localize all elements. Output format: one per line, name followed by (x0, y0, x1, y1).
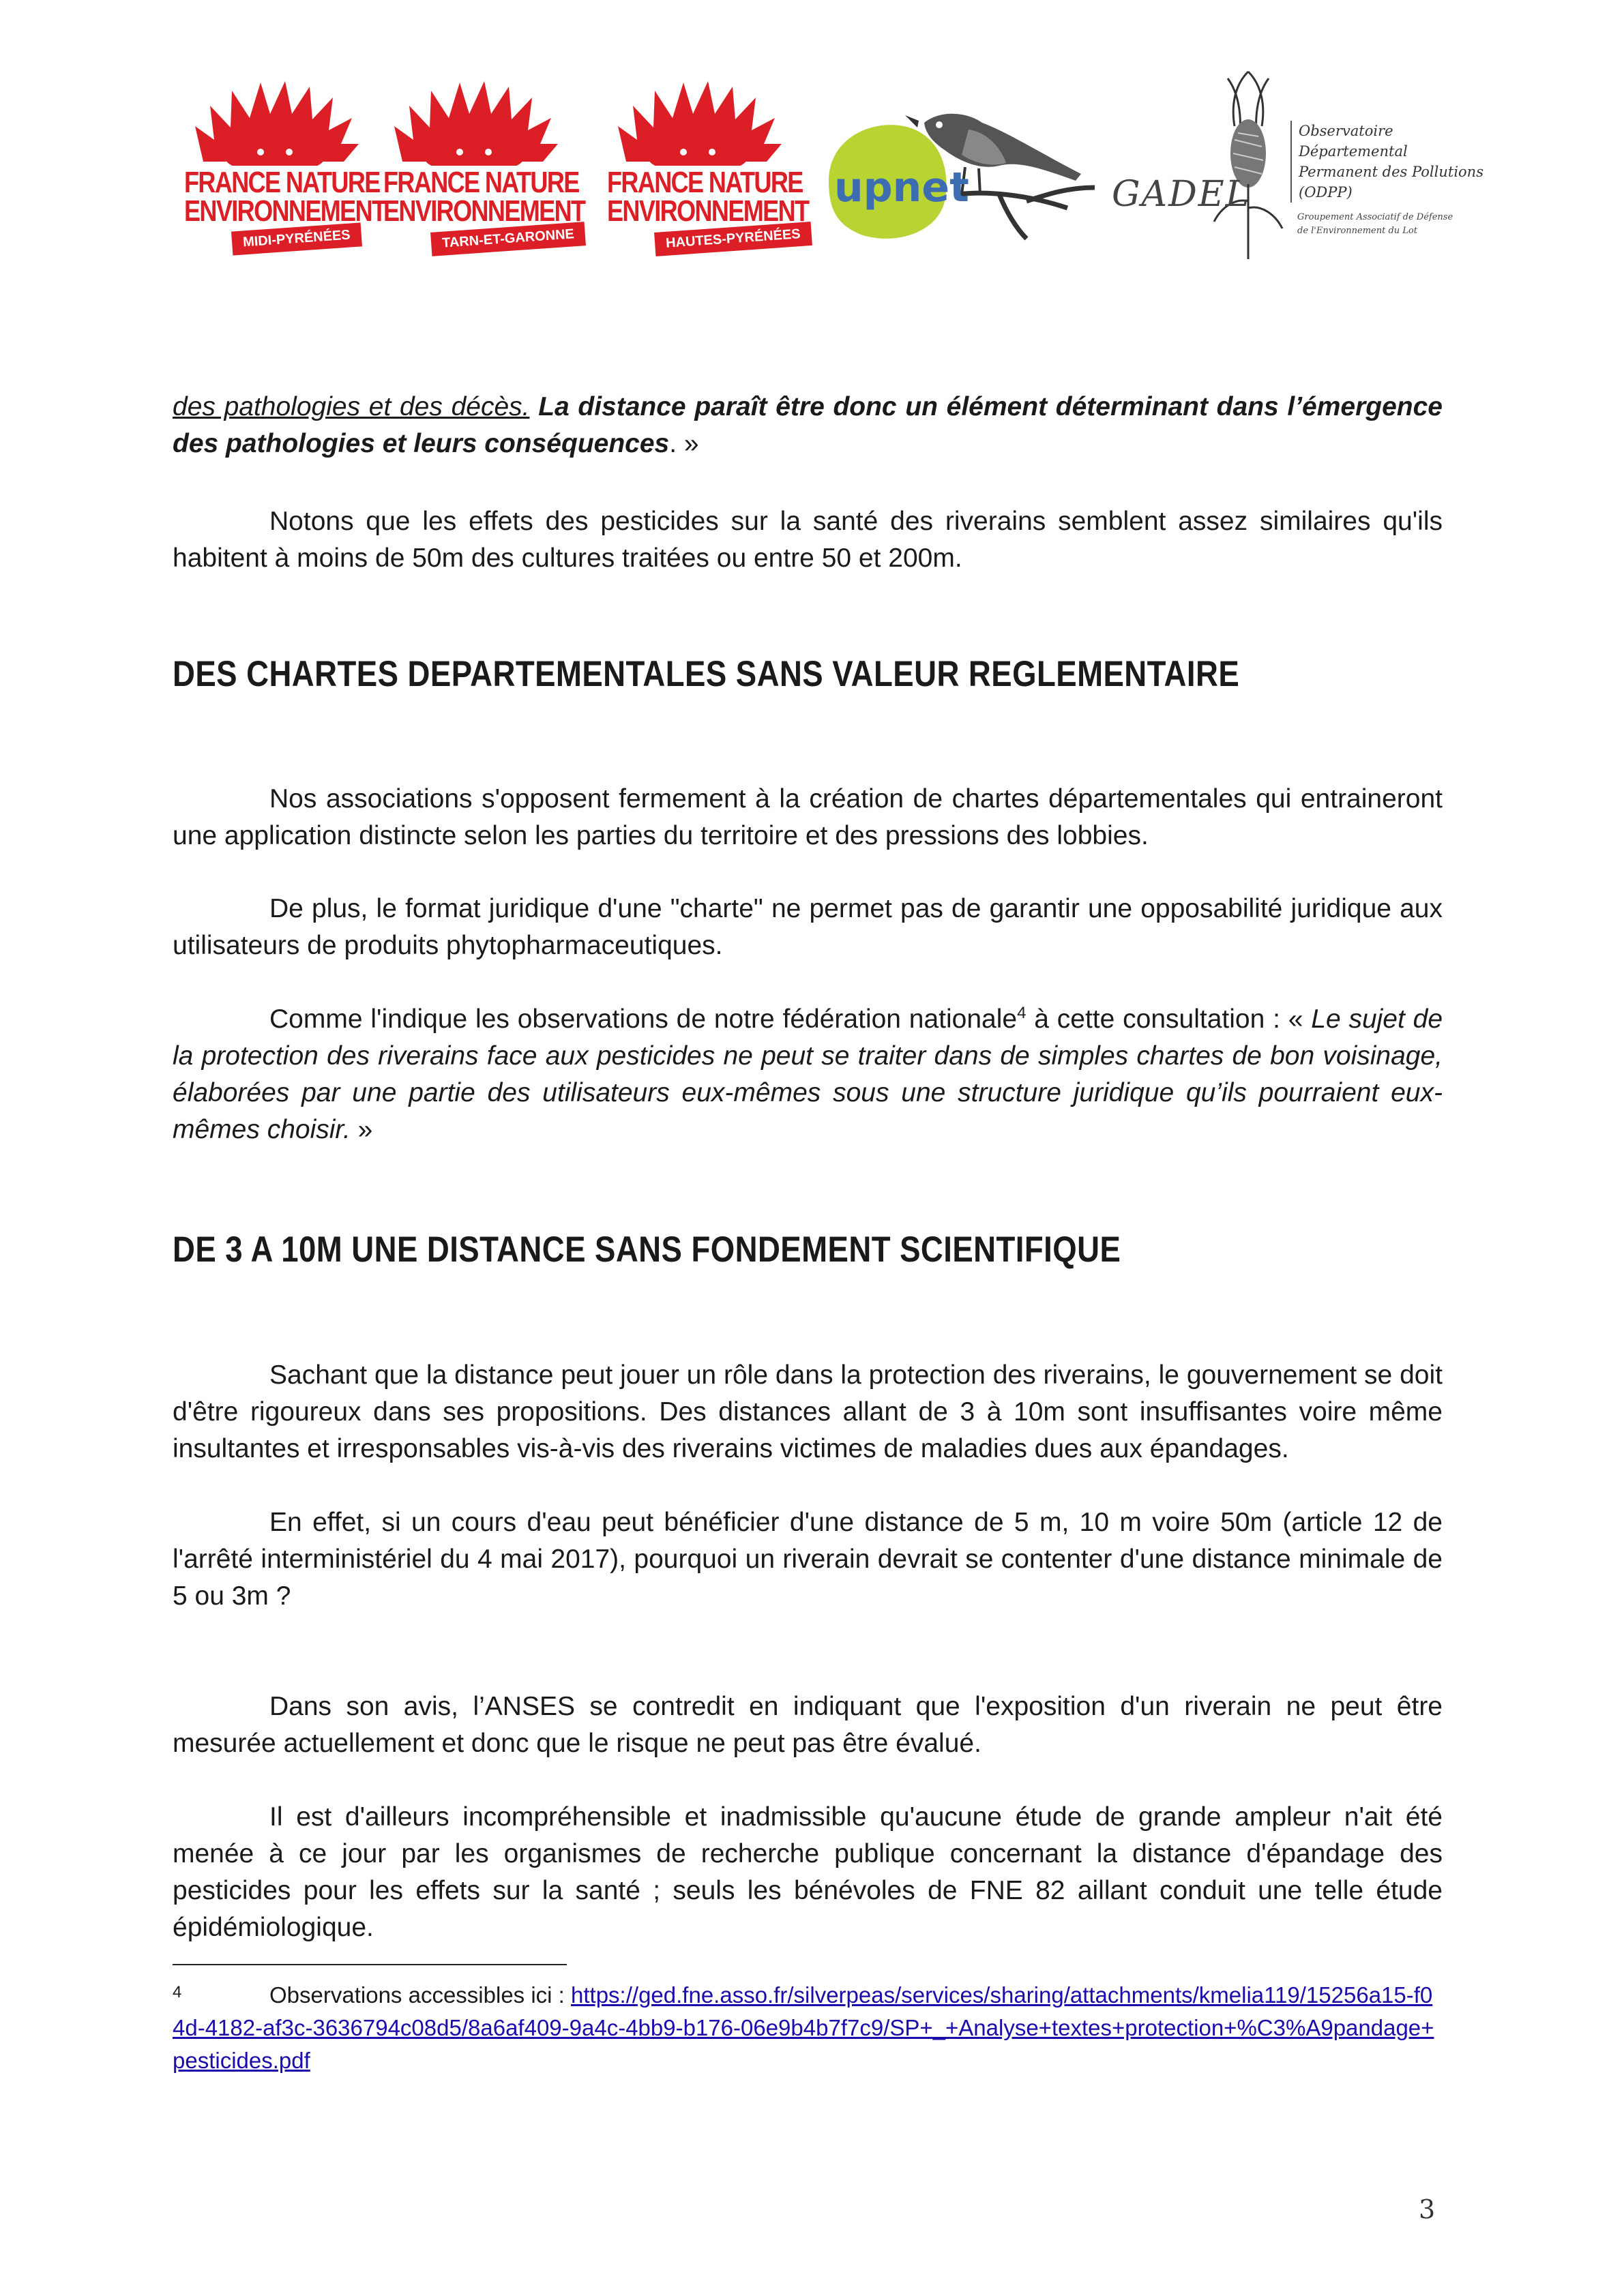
fne-ribbon: TARN-ET-GARONNE (430, 222, 586, 256)
odpp-line2: Permanent des Pollutions (ODPP) (1299, 164, 1483, 200)
paragraph-quote-end (173, 389, 1443, 462)
p5-end: » (350, 1115, 373, 1144)
hedgehog-icon (389, 78, 559, 166)
paragraph-format-juridique: De plus, le format juridique d'une "charte" ne permet pas de garantir une opposabilité juridique aux utilisateurs de produits phytopharmaceutiques. (173, 894, 1443, 960)
logo-banner (184, 65, 1501, 269)
paragraph-cours-eau: En effet, si un cours d'eau peut bénéficier d'une distance de 5 m, 10 m voire 50m (article 12 de l'arrêté interministériel du 4 mai 2017), pourquoi un riverain devrait se contenter d'une distance minimale de 5 ou 3m ? (173, 1508, 1443, 1611)
hedgehog-icon (612, 78, 783, 166)
fne-ribbon: MIDI-PYRÉNÉES (231, 222, 362, 255)
gadel-sub2: de l'Environnement du Lot (1297, 226, 1417, 236)
footnote-label: Observations accessibles ici : (269, 1982, 572, 2008)
paragraph-anses: Dans son avis, l’ANSES se contredit en indiquant que l'exposition d'un riverain ne peut être mesurée actuellement et donc que le risque ne peut pas être évalué. (173, 1692, 1443, 1758)
footnote (173, 1979, 1443, 2077)
odpp-line1: Observatoire Départemental (1299, 123, 1408, 160)
fne-tarn-et-garonne-logo (383, 78, 585, 251)
paragraph-etude: Il est d'ailleurs incompréhensible et inadmissible qu'aucune étude de grande ampleur n'ait été menée à ce jour par les organismes de recherche publique concernant la distance d'épandage des pesticides pour les effets sur la santé ; seuls les bénévoles de FNE 82 aillant conduit une telle étude épidémiologique. (173, 1802, 1443, 1942)
paragraph-federation-quote (173, 1001, 1443, 1148)
fne-hautes-pyrenees-logo (607, 78, 809, 251)
upnet-logo (822, 92, 1108, 249)
section-heading-distance: DE 3 A 10M UNE DISTANCE SANS FONDEMENT SCIENTIFIQUE (173, 1229, 1121, 1270)
fne-line2: ENVIRONNEMENT (607, 194, 809, 228)
paragraph-chartes-opposition: Nos associations s'opposent fermement à la création de chartes départementales qui entraineront une application distincte selon les parties du territoire et des pressions des lobbies. (173, 784, 1443, 850)
fne-line2: ENVIRONNEMENT (184, 194, 386, 228)
bold-italic-text: La distance paraît être donc un élément déterminant dans l’émergence des pathologies et leurs conséquences (173, 392, 1443, 458)
fne-ribbon: HAUTES-PYRÉNÉES (654, 222, 812, 256)
gadel-sub1: Groupement Associatif de Défense (1297, 212, 1453, 222)
quote-close: . » (669, 429, 699, 458)
hedgehog-icon (190, 78, 360, 166)
fne-line1: FRANCE NATURE (383, 166, 579, 199)
footnote-link[interactable]: https://ged.fne.asso.fr/silverpeas/services/sharing/attachments/kmelia119/15256a15-f04d-4182-af3c-3636794c08d5/8a6af409-9a4c-4bb9-b176-06e9b4b7f7c9/SP+_+Analyse+textes+protection+%C3%A9pandage+pesticides.pdf (173, 1982, 1434, 2073)
gadel-odpp-logo (1112, 65, 1501, 269)
footnote-number: 4 (173, 1983, 182, 2001)
paragraph-riverains: Notons que les effets des pesticides sur la santé des riverains semblent assez similaires qu'ils habitent à moins de 50m des cultures traitées ou entre 50 et 200m. (173, 507, 1443, 573)
fne-midi-pyrenees-logo (184, 78, 386, 250)
odpp-title (1290, 121, 1501, 203)
p5-start: Comme l'indique les observations de notre fédération nationale (269, 1004, 1018, 1034)
gadel-subtitle (1297, 211, 1453, 238)
fne-line2: ENVIRONNEMENT (383, 194, 585, 228)
section-heading-chartes: DES CHARTES DEPARTEMENTALES SANS VALEUR REGLEMENTAIRE (173, 654, 1240, 694)
paragraph-distance-role: Sachant que la distance peut jouer un rôle dans la protection des riverains, le gouvernement se doit d'être rigoureux dans ses propositions. Des distances allant de 3 à 10m sont insuffisantes voire même insultantes et irresponsables vis-à-vis des riverains victimes de maladies dues aux épandages. (173, 1360, 1443, 1463)
upnet-wordmark: upnet (834, 164, 969, 211)
p5-quote: Le sujet de la protection des riverains face aux pesticides ne peut se traiter dans de simples chartes de bon voisinage, élaborées par une partie des utilisateurs eux-mêmes sous une structure juridique qu’ils pourraient eux-mêmes choisir. (173, 1004, 1443, 1144)
footnote-divider (173, 1964, 567, 1965)
footnote-ref[interactable]: 4 (1017, 1004, 1027, 1022)
p5-mid: à cette consultation : « (1026, 1004, 1312, 1034)
gadel-wordmark: GADEL (1112, 174, 1251, 215)
teasel-flower-icon (1207, 65, 1289, 263)
page-number: 3 (1419, 2194, 1436, 2224)
fne-line1: FRANCE NATURE (184, 166, 380, 199)
fne-line1: FRANCE NATURE (607, 166, 803, 199)
underlined-italic-text: des pathologies et des décès. (173, 392, 530, 421)
